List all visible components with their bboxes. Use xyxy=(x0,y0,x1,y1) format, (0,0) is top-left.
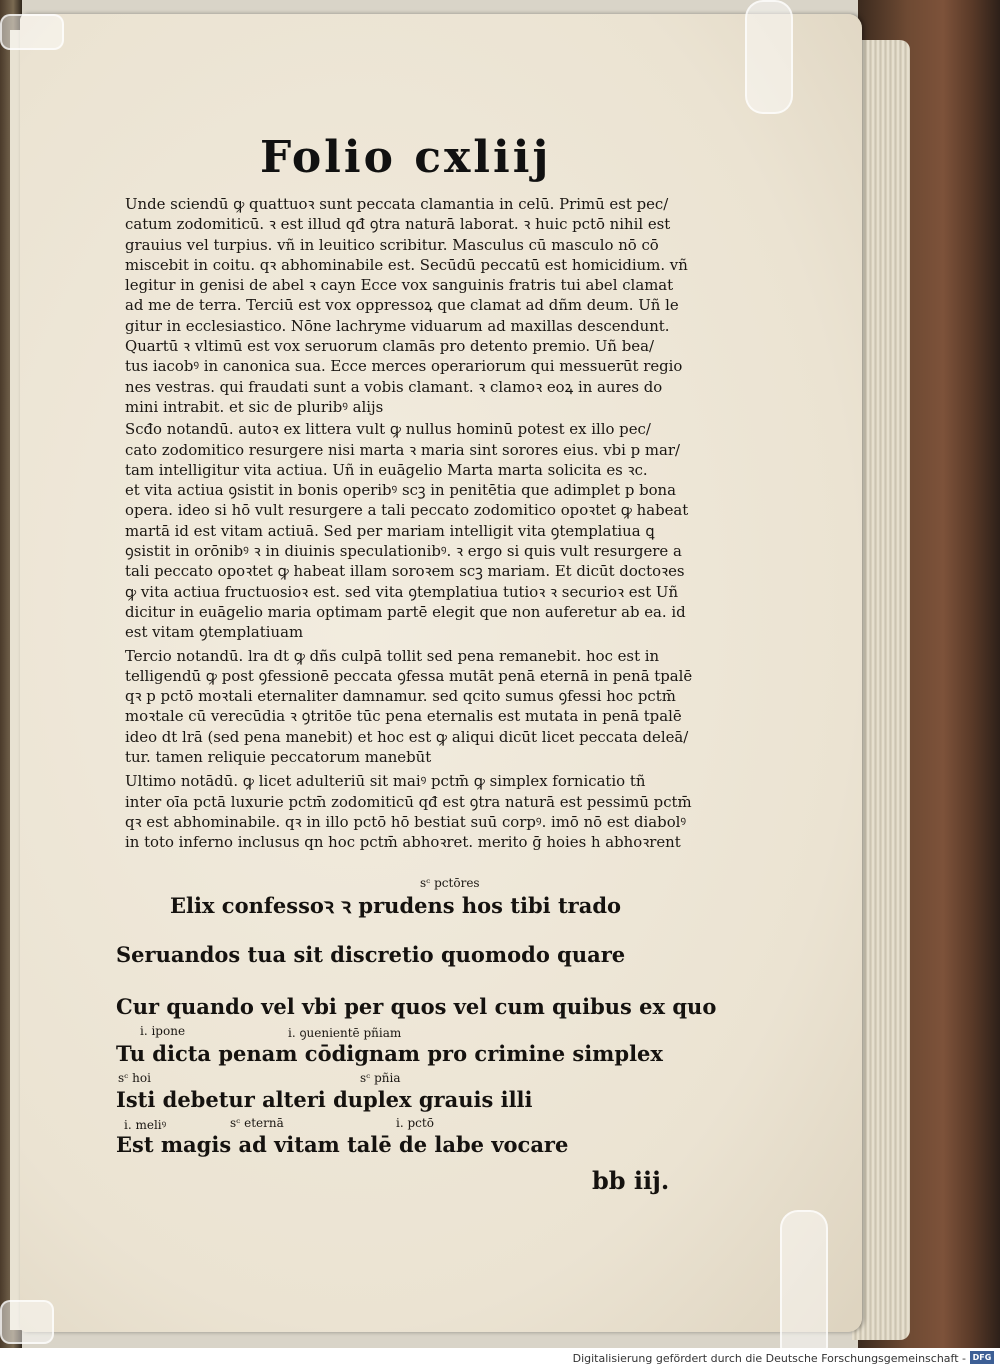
text-line: qꝛ p pctō moꝛtali eternaliter damnamur. sed qcito sumus ꝯfessi hoc pctm̄ xyxy=(125,687,676,706)
funding-credit: Digitalisierung gefördert durch die Deutsche Forschungsgemeinschaft - xyxy=(572,1352,966,1365)
text-line: tam intelligitur vita actiua. Uñ in euāgelio Marta marta solicita es ꝛc. xyxy=(125,460,648,479)
gloss-text: i. ipone xyxy=(140,1024,186,1038)
text-line: et vita actiua ꝯsistit in bonis operibꝰ scꝫ in penitētia que adimplet p bona xyxy=(125,481,677,500)
glass-holder-top xyxy=(745,0,793,114)
text-line: legitur in genisi de abel ꝛ cayn Ecce vox sanguinis fratris tui abel clamat xyxy=(125,276,674,295)
text-line: tali peccato opoꝛtet ꝙ habeat illam soroꝛem scꝫ mariam. Et dicūt doctoꝛes xyxy=(125,562,685,581)
text-line: inter oīa pctā luxurie pctm̄ zodomiticū qđ est ꝯtra naturā est pessimū pctm̄ xyxy=(125,792,692,811)
glass-holder-bottom xyxy=(780,1210,828,1348)
verse-line: Elix confessoꝛ ꝛ prudens hos tibi trado xyxy=(170,893,622,918)
text-line: est vitam ꝯtemplatiuam xyxy=(125,623,304,642)
text-line: moꝛtale cū verecūdia ꝛ ꝯtritōe tūc pena eternalis est mutata in penā tpalē xyxy=(125,707,682,726)
text-line: telligendū ꝙ post ꝯfessionē peccata ꝯfessa mutāt penā eternā in penā tpalē xyxy=(125,666,693,685)
glass-holder-left-top xyxy=(0,14,64,50)
gloss-text: sᶜ eternā xyxy=(230,1116,284,1130)
text-line: gitur in ecclesiastico. Nōne lachryme viduarum ad maxillas descendunt. xyxy=(125,316,670,335)
text-line: Tercio notandū. lra dt ꝙ dñs culpā tollit sed pena remanebit. hoc est in xyxy=(125,646,660,665)
text-line: dicitur in euāgelio maria optimam partē elegit que non auferetur ab ea. id xyxy=(125,602,686,621)
text-line: Unde sciendū ꝙ quattuoꝛ sunt peccata clamantia in celū. Primū est pec/ xyxy=(125,195,669,213)
verse-line: Isti debetur alteri duplex grauis illi xyxy=(116,1087,533,1112)
verse-line: Tu dicta penam cōdignam pro crimine simplex xyxy=(116,1041,663,1066)
text-line: Ultimo notādū. ꝙ licet adulteriū sit maiꝰ pctm̄ ꝙ simplex fornicatio tñ xyxy=(125,772,646,791)
folio-heading: Folio cxliij xyxy=(260,132,552,183)
text-line: Scđo notandū. autoꝛ ex littera vult ꝙ nullus hominū potest ex illo pec/ xyxy=(125,420,651,439)
verse-line: Seruandos tua sit discretio quomodo quare xyxy=(116,942,626,967)
text-line: ad me de terra. Terciū est vox oppressoꝝ que clamat ad dñm deum. Uñ le xyxy=(125,296,679,315)
text-line: nes vestras. qui fraudati sunt a vobis clamant. ꝛ clamoꝛ eoꝝ in aures do xyxy=(125,377,663,396)
text-line: ꝙ vita actiua fructuosioꝛ est. sed vita ꝯtemplatiua tutioꝛ ꝛ securioꝛ est Uñ xyxy=(125,582,679,601)
text-line: tur. tamen reliquie peccatorum manebūt xyxy=(125,748,432,767)
text-line: in toto inferno inclusus qn hoc pctm̄ abhoꝛret. merito ḡ hoies h abhoꝛrent xyxy=(125,833,681,852)
gloss-text: sᶜ pñia xyxy=(360,1071,401,1085)
text-line: opera. ideo si hō vult resurgere a tali peccato zodomitico opoꝛtet ꝙ habeat xyxy=(125,501,689,520)
book-page xyxy=(20,14,862,1332)
text-line: catum zodomiticū. ꝛ est illud qđ ꝯtra naturā laborat. ꝛ huic pctō nihil est xyxy=(125,215,671,234)
gloss-text: i. meliꝰ xyxy=(124,1118,167,1132)
text-line: qꝛ est abhominabile. qꝛ in illo pctō hō bestiat suū corpꝰ. imō nō est diabolꝰ xyxy=(125,812,687,831)
text-line: ꝯsistit in orōnibꝰ ꝛ in diuinis speculationibꝰ. ꝛ ergo si quis vult resurgere a xyxy=(125,542,682,561)
text-line: miscebit in coitu. qꝛ abhominabile est. Secūdū peccatū est homicidium. vñ xyxy=(125,255,688,274)
text-line: martā id est vitam actiuā. Sed per mariam intelligit vita ꝯtemplatiua ꝗ xyxy=(125,521,655,540)
gloss-text: i. pctō xyxy=(396,1116,434,1130)
text-line: Quartū ꝛ vltimū est vox seruorum clamās pro detento premio. Uñ bea/ xyxy=(125,337,654,356)
gloss-text: i. ꝯuenientē pñiam xyxy=(288,1026,402,1040)
text-line: mini intrabit. et sic de pluribꝰ alijs xyxy=(125,397,384,416)
text-line: grauius vel turpius. vñ in leuitico scribitur. Masculus cū masculo nō cō xyxy=(125,235,659,254)
gloss-text: sᶜ pctōres xyxy=(420,876,480,890)
text-line: tus iacobꝰ in canonica sua. Ecce merces operariorum qui messuerūt regio xyxy=(125,357,683,376)
verse-line: Cur quando vel vbi per quos vel cum quibus ex quo xyxy=(116,994,717,1019)
verse-line: Est magis ad vitam talē de labe vocare xyxy=(116,1132,569,1157)
glass-holder-left-bottom xyxy=(0,1300,54,1344)
text-line: ideo dt lrā (sed pena manebit) et hoc est ꝙ aliqui dicūt licet peccata deleā/ xyxy=(125,727,689,746)
body-text xyxy=(125,194,745,853)
gloss-text: sᶜ hoi xyxy=(118,1071,151,1085)
dfg-logo: DFG xyxy=(970,1351,994,1364)
signature-mark: bb iij. xyxy=(592,1166,670,1195)
text-line: cato zodomitico resurgere nisi marta ꝛ maria sint sorores eius. vbi p mar/ xyxy=(125,440,681,459)
